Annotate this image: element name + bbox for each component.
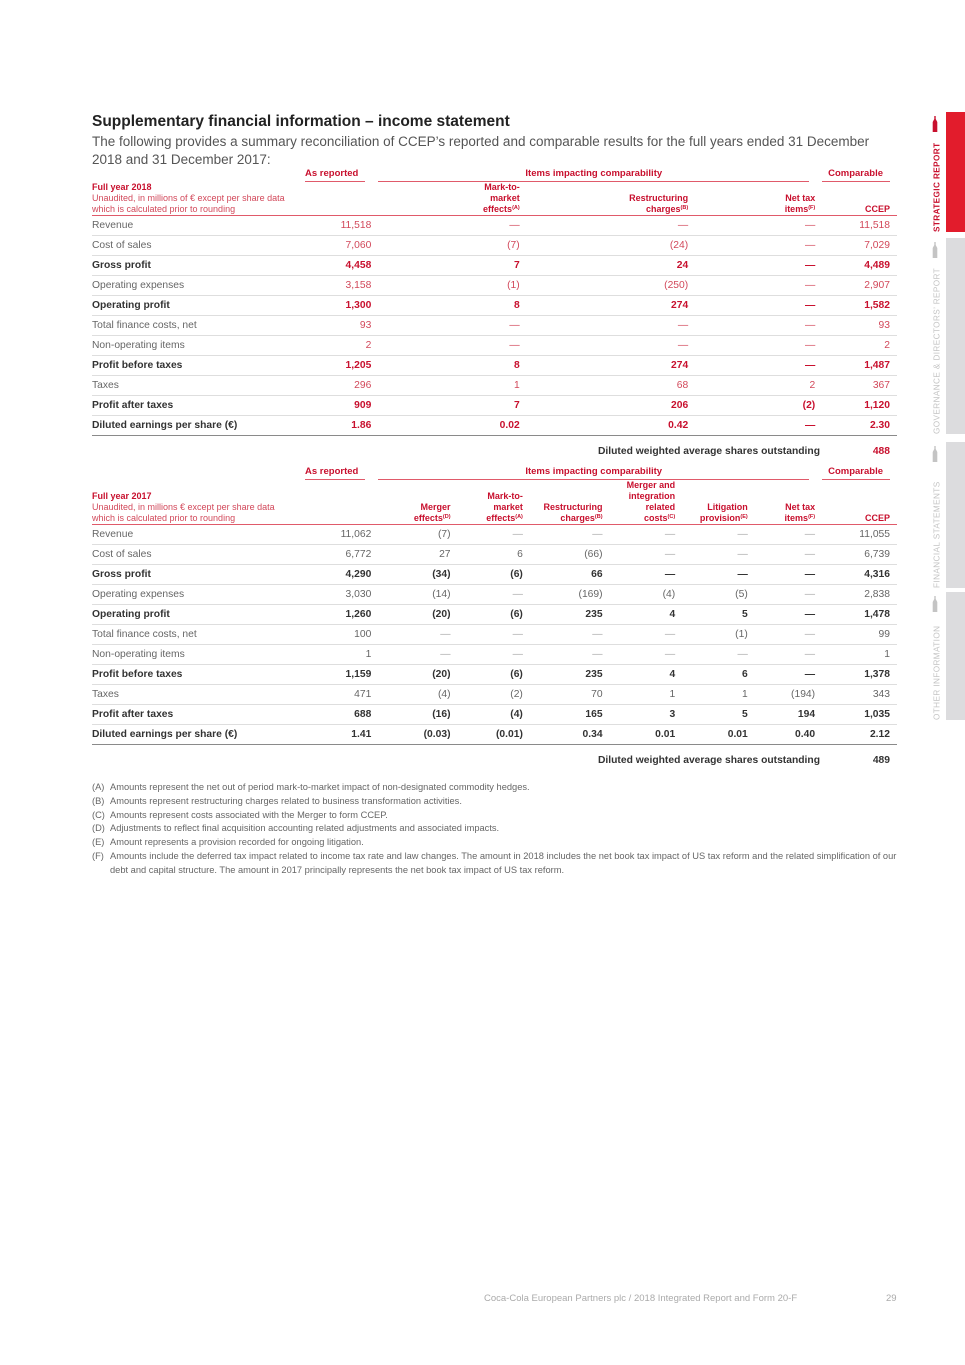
cell-value: 1,300 (299, 296, 378, 316)
tab-bar (946, 112, 965, 232)
sidenav-tab[interactable] (928, 112, 965, 232)
bottle-icon (932, 242, 938, 258)
cell-value: (7) (378, 236, 526, 256)
cell-value: 194 (755, 705, 822, 725)
cell-value: — (755, 525, 822, 545)
footnote-ref: (E) (740, 514, 748, 520)
table-row (92, 645, 897, 665)
cell-value: — (682, 545, 755, 565)
cell-value: 1 (822, 645, 897, 665)
cell-value: 0.01 (610, 725, 683, 745)
cell-value: — (610, 525, 683, 545)
table-row (92, 236, 897, 256)
cell-value: 7,060 (299, 236, 378, 256)
shares-value: 488 (872, 445, 890, 457)
cell-value: 2 (695, 376, 822, 396)
cell-value: (0.03) (378, 725, 457, 745)
cell-value: — (458, 625, 530, 645)
cell-value: (2) (695, 396, 822, 416)
shares-value: 489 (872, 754, 890, 766)
cell-value: (4) (378, 685, 457, 705)
table-row (92, 316, 897, 336)
tab-bar (946, 238, 965, 434)
row-label: Gross profit (92, 565, 299, 585)
cell-value: 0.42 (527, 416, 695, 436)
cell-value: 7,029 (822, 236, 897, 256)
cell-value: — (755, 565, 822, 585)
cell-value: (194) (755, 685, 822, 705)
cell-value: 688 (299, 705, 378, 725)
cell-value: 4 (610, 665, 683, 685)
cell-value: 11,518 (299, 216, 378, 236)
tab-bar (946, 442, 965, 588)
row-label: Profit before taxes (92, 665, 299, 685)
cell-value: (5) (682, 585, 755, 605)
cell-value: 4 (610, 605, 683, 625)
cell-value: (4) (458, 705, 530, 725)
cell-value: 1 (610, 685, 683, 705)
cell-value: 206 (527, 396, 695, 416)
sidenav-label: STRATEGIC REPORT (932, 142, 942, 232)
cell-value: — (610, 625, 683, 645)
cell-value: — (530, 525, 610, 545)
table-row (92, 276, 897, 296)
cell-value: 0.40 (755, 725, 822, 745)
footnote (92, 809, 897, 823)
cell-value: — (530, 625, 610, 645)
cell-value: 1 (299, 645, 378, 665)
cell-value: (1) (682, 625, 755, 645)
footnote-ref: (A) (515, 514, 523, 520)
cell-value: (250) (527, 276, 695, 296)
group-header-reported: As reported (299, 168, 378, 182)
page-title: Supplementary financial information – income statement (92, 113, 510, 130)
cell-value: — (695, 416, 822, 436)
column-header: Merger and integration related costs$^{(C)}$ (610, 480, 683, 525)
footnote-text: Amounts represent costs associated with the Merger to form CCEP. (110, 809, 388, 820)
footnote-text: Amounts include the deferred tax impact related to income tax rate and law changes. The amount in 2018 includes the net book tax impact of US tax reform and the related simplification of our debt and capital structure. The amount in 2017 principally represents the net book tax impact of US tax reform. (110, 850, 897, 875)
table-row (92, 396, 897, 416)
footnote (92, 822, 897, 836)
row-label: Gross profit (92, 256, 299, 276)
cell-value: (6) (458, 565, 530, 585)
footnote-text: Adjustments to reflect final acquisition accounting related adjustments and associated impacts. (110, 823, 500, 834)
bottle-icon (932, 446, 938, 462)
cell-value: — (682, 565, 755, 585)
income-table-2017 (92, 466, 897, 745)
sidenav-label: FINANCIAL STATEMENTS (932, 481, 942, 588)
table-row (92, 565, 897, 585)
cell-value: — (755, 545, 822, 565)
cell-value: — (458, 525, 530, 545)
footnote-ref: (D) (442, 514, 451, 520)
footnote (92, 836, 897, 850)
cell-value: — (695, 236, 822, 256)
shares-label: Diluted weighted average shares outstanding (597, 445, 820, 457)
cell-value: 165 (530, 705, 610, 725)
footnote-ref: (C) (667, 514, 676, 520)
footnote (92, 795, 897, 809)
footnote-ref: (F) (808, 514, 816, 520)
cell-value: 367 (822, 376, 897, 396)
cell-value: — (695, 276, 822, 296)
cell-value: — (695, 336, 822, 356)
cell-value: 4,458 (299, 256, 378, 276)
cell-value: — (378, 316, 526, 336)
row-label: Profit after taxes (92, 396, 299, 416)
table-row (92, 545, 897, 565)
footer-text: Coca-Cola European Partners plc / 2018 Integrated Report and Form 20-F (484, 1293, 798, 1304)
cell-value: 24 (527, 256, 695, 276)
cell-value: (2) (458, 685, 530, 705)
cell-value: — (695, 216, 822, 236)
bottle-icon (932, 596, 938, 612)
cell-value: 0.01 (682, 725, 755, 745)
group-header-reported: As reported (299, 466, 378, 480)
row-label: Non-operating items (92, 645, 299, 665)
footnote-key: (D) (92, 823, 105, 834)
cell-value: 2.30 (822, 416, 897, 436)
column-header: Restructuring charges$^{(B)}$ (527, 182, 695, 216)
cell-value: 0.34 (530, 725, 610, 745)
column-header: Mark-to- market effects$^{(A)}$ (458, 480, 530, 525)
cell-value: (20) (378, 665, 457, 685)
row-label: Taxes (92, 376, 299, 396)
cell-value: (6) (458, 605, 530, 625)
cell-value: 1 (682, 685, 755, 705)
table-row (92, 216, 897, 236)
cell-value: (169) (530, 585, 610, 605)
column-header: Net tax items$^{(F)}$ (755, 480, 822, 525)
row-label: Cost of sales (92, 236, 299, 256)
table-row (92, 605, 897, 625)
cell-value: 1,260 (299, 605, 378, 625)
footnote-key: (A) (92, 782, 105, 792)
cell-value: (7) (378, 525, 457, 545)
cell-value: 1,378 (822, 665, 897, 685)
table-label-header: Full year 2018 Unaudited, in millions of € except per share data which is calculated prior to rounding (92, 182, 299, 216)
row-label: Profit after taxes (92, 705, 299, 725)
cell-value: (34) (378, 565, 457, 585)
cell-value: — (378, 645, 457, 665)
footnote-key: (C) (92, 809, 105, 820)
cell-value: — (755, 585, 822, 605)
sidenav-label: OTHER INFORMATION (932, 625, 942, 720)
cell-value: 296 (299, 376, 378, 396)
page-content (92, 112, 897, 878)
column-header: CCEP (822, 182, 897, 216)
cell-value: 68 (527, 376, 695, 396)
table-row (92, 256, 897, 276)
cell-value: — (610, 545, 683, 565)
footnote-ref: (A) (512, 205, 520, 211)
cell-value: (1) (378, 276, 526, 296)
cell-value: 274 (527, 296, 695, 316)
cell-value: 1,035 (822, 705, 897, 725)
page-number: 29 (886, 1293, 897, 1304)
table-row (92, 525, 897, 545)
cell-value: 93 (299, 316, 378, 336)
cell-value: 3 (610, 705, 683, 725)
cell-value: — (755, 605, 822, 625)
cell-value: (14) (378, 585, 457, 605)
footnote-ref: (B) (680, 205, 689, 211)
cell-value: — (695, 356, 822, 376)
cell-value: 3,158 (299, 276, 378, 296)
cell-value: — (695, 296, 822, 316)
column-header: Restructuring charges$^{(B)}$ (530, 480, 610, 525)
cell-value: 7 (378, 396, 526, 416)
cell-value: 1,159 (299, 665, 378, 685)
cell-value: 2.12 (822, 725, 897, 745)
cell-value: 8 (378, 356, 526, 376)
cell-value: 93 (822, 316, 897, 336)
cell-value: 11,518 (822, 216, 897, 236)
cell-value: 11,055 (822, 525, 897, 545)
cell-value: 6 (682, 665, 755, 685)
cell-value: — (695, 256, 822, 276)
cell-value: 1,205 (299, 356, 378, 376)
cell-value: — (527, 316, 695, 336)
table-row (92, 665, 897, 685)
cell-value: 2,907 (822, 276, 897, 296)
row-label: Profit before taxes (92, 356, 299, 376)
cell-value: 1,120 (822, 396, 897, 416)
cell-value: — (527, 336, 695, 356)
cell-value: — (378, 336, 526, 356)
shares-outstanding-2018 (92, 440, 897, 462)
sidenav-tab[interactable] (928, 238, 965, 434)
cell-value: 0.02 (378, 416, 526, 436)
table-row (92, 336, 897, 356)
cell-value: (66) (530, 545, 610, 565)
cell-value: 4,290 (299, 565, 378, 585)
table-label-header: Full year 2017 Unaudited, in millions € except per share data which is calculated prior to rounding (92, 480, 299, 525)
cell-value: 6,739 (822, 545, 897, 565)
cell-value: (16) (378, 705, 457, 725)
table-row (92, 356, 897, 376)
cell-value: — (755, 645, 822, 665)
footnote-ref: (B) (594, 514, 603, 520)
table-2018-section (92, 168, 897, 462)
shares-outstanding-2017 (92, 749, 897, 771)
footnote-text: Amounts represent restructuring charges related to business transformation activities. (110, 795, 462, 806)
cell-value: — (755, 625, 822, 645)
row-label: Taxes (92, 685, 299, 705)
cell-value: 3,030 (299, 585, 378, 605)
income-table-2018 (92, 168, 897, 436)
footnote-key: (E) (92, 837, 105, 848)
footnote (92, 850, 897, 878)
cell-value: — (610, 645, 683, 665)
cell-value: — (682, 645, 755, 665)
cell-value: 1.86 (299, 416, 378, 436)
cell-value: 7 (378, 256, 526, 276)
table-row (92, 296, 897, 316)
row-label: Operating expenses (92, 276, 299, 296)
cell-value: — (378, 625, 457, 645)
cell-value: 1,487 (822, 356, 897, 376)
cell-value: 1.41 (299, 725, 378, 745)
table-row (92, 625, 897, 645)
table-row (92, 705, 897, 725)
footnote-text: Amount represents a provision recorded for ongoing litigation. (110, 837, 364, 848)
cell-value: 5 (682, 705, 755, 725)
row-label: Cost of sales (92, 545, 299, 565)
cell-value: 274 (527, 356, 695, 376)
tab-bar (946, 592, 965, 720)
group-header-comparable: Comparable (822, 168, 897, 182)
cell-value: 100 (299, 625, 378, 645)
cell-value: 66 (530, 565, 610, 585)
cell-value: 235 (530, 605, 610, 625)
group-header-comparable: Comparable (822, 466, 897, 480)
table-row (92, 725, 897, 745)
row-label: Operating expenses (92, 585, 299, 605)
cell-value: 1,478 (822, 605, 897, 625)
footnote-ref: (F) (808, 205, 816, 211)
cell-value: 2 (822, 336, 897, 356)
row-label: Revenue (92, 216, 299, 236)
cell-value: 99 (822, 625, 897, 645)
cell-value: — (458, 585, 530, 605)
footnote-text: Amounts represent the net out of period mark-to-market impact of non-designated commodity hedges. (110, 782, 530, 792)
cell-value: 27 (378, 545, 457, 565)
shares-label: Diluted weighted average shares outstanding (597, 754, 820, 766)
row-label: Non-operating items (92, 336, 299, 356)
table-row (92, 685, 897, 705)
column-header: CCEP (822, 480, 897, 525)
cell-value: — (610, 565, 683, 585)
footnote-key: (B) (92, 795, 105, 806)
cell-value: (6) (458, 665, 530, 685)
column-header: Litigation provision$^{(E)}$ (682, 480, 755, 525)
cell-value: 343 (822, 685, 897, 705)
cell-value: — (682, 525, 755, 545)
cell-value: (4) (610, 585, 683, 605)
group-header-items: Items impacting comparability (378, 168, 822, 182)
cell-value: 2 (299, 336, 378, 356)
cell-value: 1,582 (822, 296, 897, 316)
cell-value: (20) (378, 605, 457, 625)
column-header: Net tax items$^{(F)}$ (695, 182, 822, 216)
column-header: Merger effects$^{(D)}$ (378, 480, 457, 525)
row-label: Operating profit (92, 605, 299, 625)
bottle-icon (932, 116, 938, 132)
cell-value: 5 (682, 605, 755, 625)
table-row (92, 416, 897, 436)
table-2017-section (92, 466, 897, 771)
cell-value: — (755, 665, 822, 685)
cell-value: 70 (530, 685, 610, 705)
footnote-key: (F) (92, 850, 104, 861)
cell-value: 11,062 (299, 525, 378, 545)
sidenav-tab[interactable] (928, 592, 965, 720)
cell-value: 235 (530, 665, 610, 685)
cell-value: 2,838 (822, 585, 897, 605)
table-row (92, 585, 897, 605)
row-label: Operating profit (92, 296, 299, 316)
cell-value: 1 (378, 376, 526, 396)
cell-value: 4,489 (822, 256, 897, 276)
cell-value: — (378, 216, 526, 236)
cell-value: (24) (527, 236, 695, 256)
row-label: Total finance costs, net (92, 625, 299, 645)
column-header: Mark-to- market effects$^{(A)}$ (378, 182, 526, 216)
cell-value: 8 (378, 296, 526, 316)
footnote (92, 781, 897, 795)
cell-value: — (695, 316, 822, 336)
table-row (92, 376, 897, 396)
cell-value: — (530, 645, 610, 665)
cell-value: — (458, 645, 530, 665)
intro-text: The following provides a summary reconciliation of CCEP’s reported and comparable results for the full years ended 31 December 2018 and 31 December 2017: (92, 134, 870, 167)
row-label: Diluted earnings per share (€) (92, 725, 299, 745)
cell-value: 909 (299, 396, 378, 416)
footnotes (92, 781, 897, 878)
sidenav-tab[interactable] (928, 442, 965, 588)
cell-value: 471 (299, 685, 378, 705)
cell-value: 6,772 (299, 545, 378, 565)
cell-value: (0.01) (458, 725, 530, 745)
row-label: Revenue (92, 525, 299, 545)
row-label: Diluted earnings per share (€) (92, 416, 299, 436)
sidenav-label: GOVERNANCE & DIRECTORS’ REPORT (932, 267, 942, 434)
row-label: Total finance costs, net (92, 316, 299, 336)
cell-value: — (527, 216, 695, 236)
cell-value: 4,316 (822, 565, 897, 585)
cell-value: 6 (458, 545, 530, 565)
group-header-items: Items impacting comparability (378, 466, 822, 480)
